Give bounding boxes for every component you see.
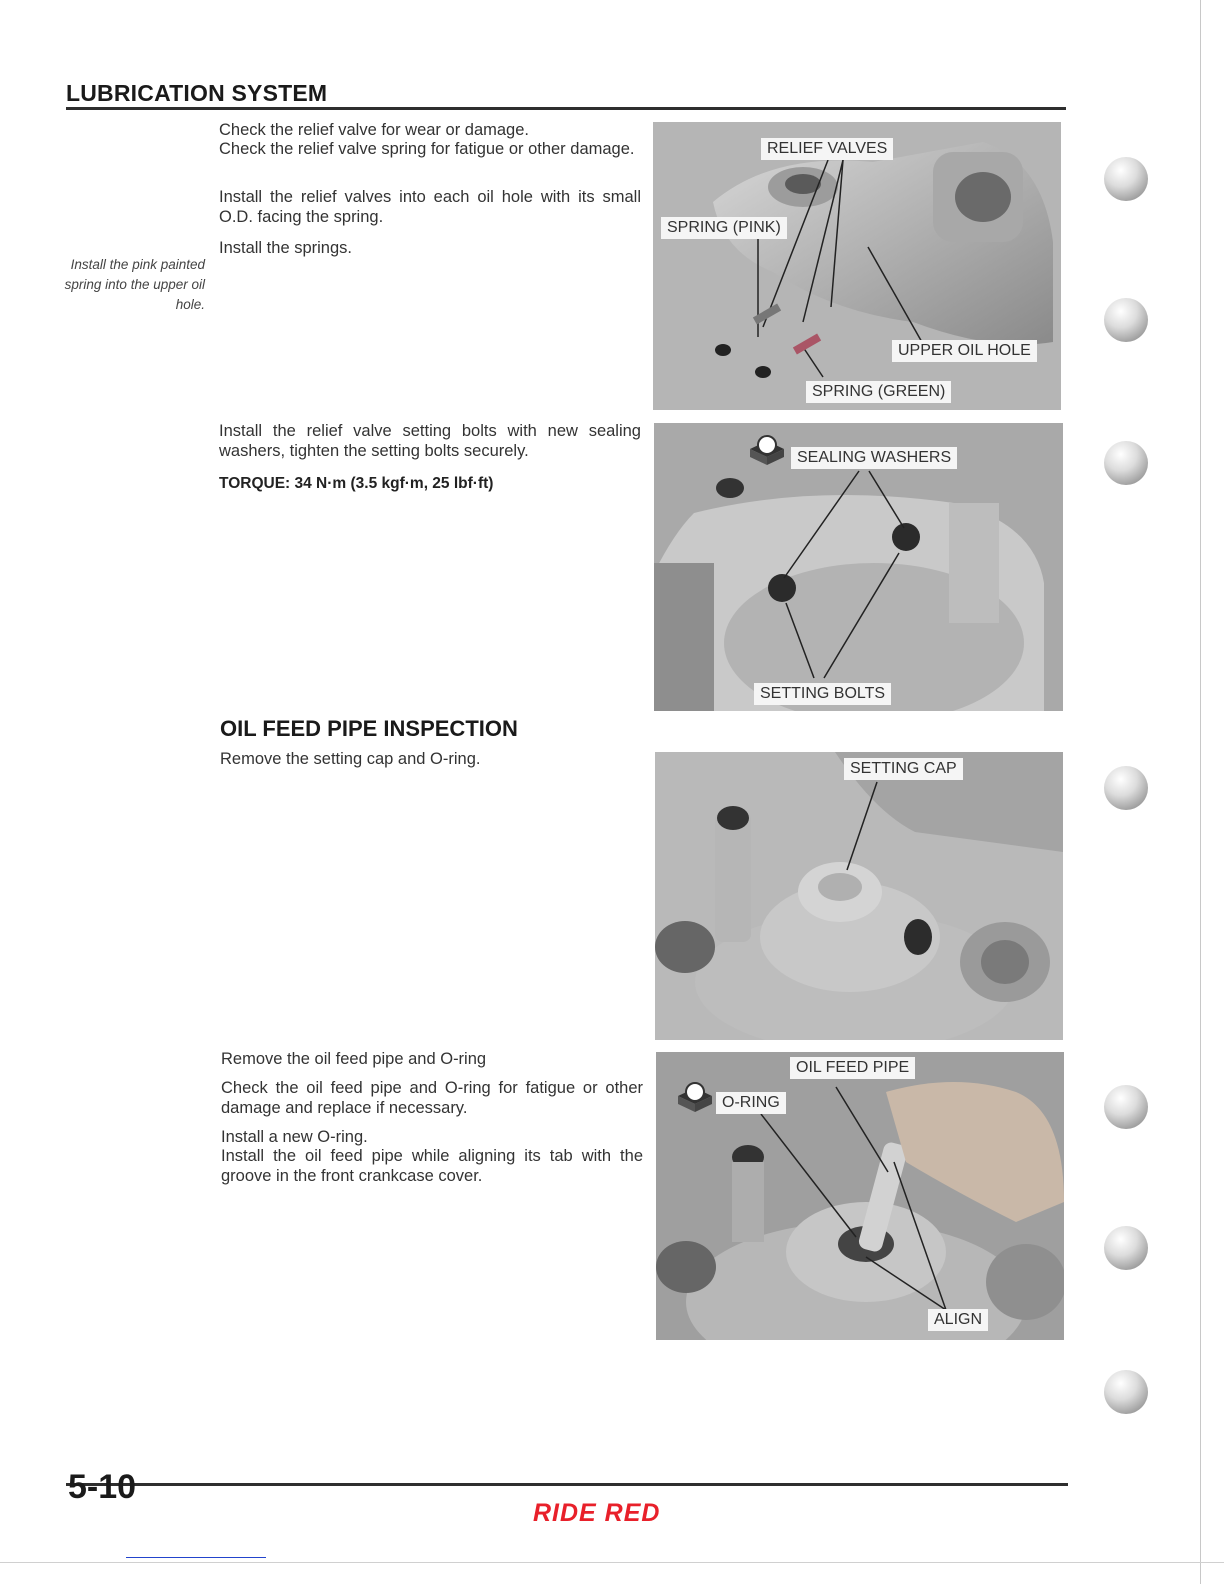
check-oil-feed-pipe-text: Check the oil feed pipe and O-ring for fatigue or other damage and replace if necessary. [221, 1079, 643, 1117]
page-edge-right [1200, 0, 1201, 1584]
callout-setting-bolts: SETTING BOLTS [754, 683, 891, 705]
section-tab-marker [1104, 441, 1148, 485]
section-title: LUBRICATION SYSTEM [66, 80, 328, 106]
relief-valve-install-text: Install the relief valves into each oil hole with its small O.D. facing the spring. [219, 188, 641, 226]
side-note-pink-spring: Install the pink painted spring into the upper oil hole. [64, 256, 205, 312]
new-part-icon [746, 431, 788, 467]
photo-setting-bolts [654, 423, 1063, 711]
photo-relief-valves-drawing [653, 122, 1061, 410]
callout-setting-cap: SETTING CAP [844, 758, 963, 780]
photo-setting-cap [655, 752, 1063, 1040]
section-tab-marker [1104, 1085, 1148, 1129]
springs-install-text: Install the springs. [219, 239, 352, 257]
torque-spec: TORQUE: 34 N·m (3.5 kgf·m, 25 lbf·ft) [219, 475, 494, 492]
section-tab-marker [1104, 157, 1148, 201]
callout-relief-valves: RELIEF VALVES [761, 138, 893, 160]
install-oil-feed-pipe-text: Install the oil feed pipe while aligning its tab with the groove in the front crankcase cover. [221, 1147, 643, 1185]
section-tab-marker [1104, 1370, 1148, 1414]
callout-oil-feed-pipe: OIL FEED PIPE [790, 1057, 915, 1079]
photo-setting-cap-drawing [655, 752, 1063, 1040]
section-tab-marker [1104, 766, 1148, 810]
callout-sealing-washers: SEALING WASHERS [791, 447, 957, 469]
callout-o-ring: O-RING [716, 1092, 786, 1114]
photo-relief-valves [653, 122, 1061, 410]
footer-rule [66, 1483, 1068, 1486]
page-edge-bottom [0, 1562, 1224, 1563]
section-tab-marker [1104, 298, 1148, 342]
install-new-oring-text: Install a new O-ring. [221, 1128, 368, 1146]
header-rule [66, 107, 1066, 110]
photo-oil-feed-pipe [656, 1052, 1064, 1340]
callout-spring-pink: SPRING (PINK) [661, 217, 787, 239]
section-tab-marker [1104, 1226, 1148, 1270]
setting-bolts-install-text: Install the relief valve setting bolts with new sealing washers, tighten the setting bolts securely. [219, 422, 641, 460]
callout-align: ALIGN [928, 1309, 988, 1331]
brand-logo-text: RIDE RED [533, 1499, 661, 1527]
relief-spring-check-text: Check the relief valve spring for fatigue or other damage. [219, 140, 635, 158]
new-part-icon-oring [674, 1078, 716, 1114]
remove-setting-cap-text: Remove the setting cap and O-ring. [220, 750, 481, 768]
page-number: 5-10 [68, 1468, 137, 1506]
footer-link-underline [126, 1557, 266, 1558]
oil-feed-pipe-heading: OIL FEED PIPE INSPECTION [220, 716, 518, 741]
relief-valve-check-text: Check the relief valve for wear or damage. [219, 121, 529, 139]
callout-upper-oil-hole: UPPER OIL HOLE [892, 340, 1037, 362]
remove-oil-feed-pipe-text: Remove the oil feed pipe and O-ring [221, 1050, 487, 1068]
callout-spring-green: SPRING (GREEN) [806, 381, 951, 403]
